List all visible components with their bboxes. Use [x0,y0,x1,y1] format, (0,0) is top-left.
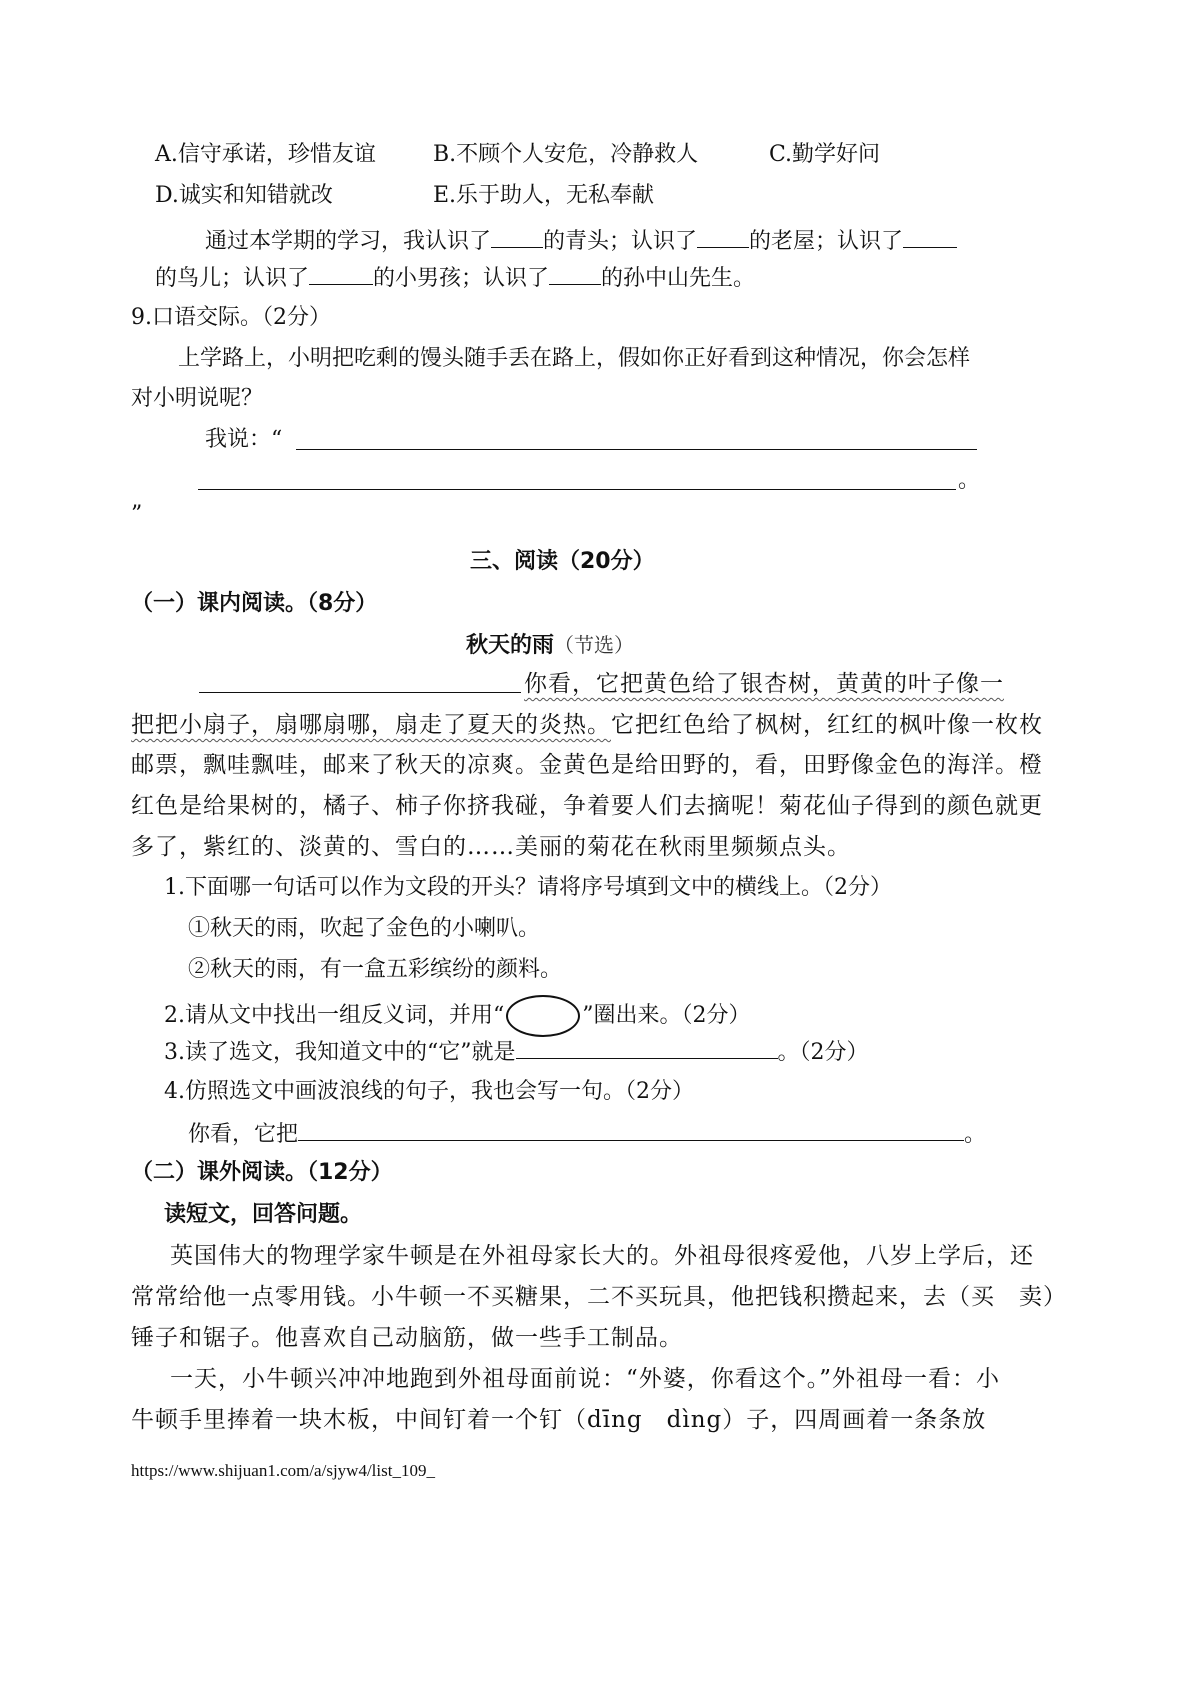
reading-line-4: 一天，小牛顿兴冲冲地跑到外祖母面前说：“外婆，你看这个。”外祖母一看：小 [170,1366,1001,1392]
section-title: 三、阅读（20分） [470,549,655,574]
fill-line-1 [205,225,957,257]
option-c: C.勤学好问 [769,142,881,167]
fill-text-5: 的小男孩；认识了 [373,266,550,291]
q2-text-b: ”圈出来。（2分） [582,1003,751,1028]
part1-title: （一）课内阅读。（8分） [131,591,378,616]
q4-answer-row [188,1118,986,1150]
reading-line-2: 常常给他一点零用钱。小牛顿一不买糖果，二不买玩具，他把钱积攒起来，去（买 卖） [131,1284,1067,1310]
q1: 1.下面哪一句话可以作为文段的开头？请将序号填到文中的横线上。（2分） [164,875,892,900]
fill-blank-3[interactable] [903,225,957,248]
q9-title: 9.口语交际。（2分） [131,305,331,330]
q1-option-1: ①秋天的雨，吹起了金色的小喇叭。 [188,916,541,941]
passage-line-2-text: 它把红色给了枫树，红红的枫叶像一枚枚 [611,712,1043,738]
part2-title: （二）课外阅读。（12分） [131,1160,393,1185]
fill-text-4: 的鸟儿；认识了 [155,266,310,291]
passage-opening-blank[interactable] [199,692,521,693]
q9-answer-line-2[interactable] [198,489,956,490]
reading-line-5: 牛顿手里捧着一块木板，中间钉着一个钉（dīng dìng）子，四周画着一条条放 [131,1407,987,1433]
fill-blank-5[interactable] [549,262,601,285]
fill-text-6: 的孙中山先生。 [601,266,756,291]
q4-blank[interactable] [298,1118,964,1141]
q3-blank[interactable] [516,1036,778,1059]
q4-end: 。 [964,1122,987,1147]
reading-instruction: 读短文，回答问题。 [164,1202,363,1227]
passage-title-row [466,630,634,661]
fill-blank-1[interactable] [491,225,543,248]
q9-period: 。 [958,468,981,493]
q9-line-2: 对小明说呢？ [131,386,264,411]
option-d: D.诚实和知错就改 [155,183,333,208]
q9-answer-line-1[interactable] [296,449,977,450]
q9-line-1: 上学路上，小明把吃剩的馒头随手丢在路上，假如你正好看到这种情况，你会怎样 [178,346,971,371]
q2-text-a: 2.请从文中找出一组反义词，并用“ [164,1003,505,1028]
option-a: A.信守承诺，珍惜友谊 [155,142,376,167]
passage-title: 秋天的雨 [466,633,555,658]
passage-note: （节选） [554,633,635,657]
passage-line-2 [131,710,1043,740]
fill-line-2 [155,262,755,294]
reading-line-3: 锤子和锯子。他喜欢自己动脑筋，做一些手工制品。 [131,1325,683,1351]
q3-text-b: 。（2分） [777,1040,869,1065]
q3 [164,1036,869,1068]
passage-line-3: 邮票，飘哇飘哇，邮来了秋天的凉爽。金黄色是给田野的，看，田野像金色的海洋。橙 [131,752,1043,778]
option-e: E.乐于助人，无私奉献 [433,183,655,208]
fill-blank-2[interactable] [697,225,749,248]
q9-close-quote: ” [131,502,143,527]
fill-text-1: 通过本学期的学习，我认识了 [205,229,492,254]
circle-mark-icon [506,995,580,1037]
fill-text-2: 的青头；认识了 [543,229,698,254]
fill-blank-4[interactable] [309,262,373,285]
q4-prefix: 你看，它把 [188,1122,299,1147]
passage-line-1-text: 你看，它把黄色给了银杏树，黄黄的叶子像一 [524,671,1004,697]
q3-text-a: 3.读了选文，我知道文中的“它”就是 [164,1040,516,1065]
passage-line-5: 多了，紫红的、淡黄的、雪白的……美丽的菊花在秋雨里频频点头。 [131,834,851,860]
fill-text-3: 的老屋；认识了 [749,229,904,254]
q4: 4.仿照选文中画波浪线的句子，我也会写一句。（2分） [164,1079,694,1104]
option-b: B.不顾个人安危，冷静救人 [433,142,699,167]
passage-line-1 [524,669,1004,699]
q1-option-2: ②秋天的雨，有一盒五彩缤纷的颜料。 [188,957,563,982]
q2 [164,995,751,1037]
reading-line-1: 英国伟大的物理学家牛顿是在外祖母家长大的。外祖母很疼爱他，八岁上学后，还 [170,1243,1034,1269]
footer-url: https://www.shijuan1.com/a/sjyw4/list_109_ [131,1461,435,1480]
passage-line-4: 红色是给果树的，橘子、柿子你挤我碰，争着要人们去摘呢！菊花仙子得到的颜色就更 [131,793,1043,819]
q9-say-label: 我说：“ [205,427,283,452]
passage-line-2-wavy: 把把小扇子，扇哪扇哪，扇走了夏天的炎热。 [131,712,611,738]
